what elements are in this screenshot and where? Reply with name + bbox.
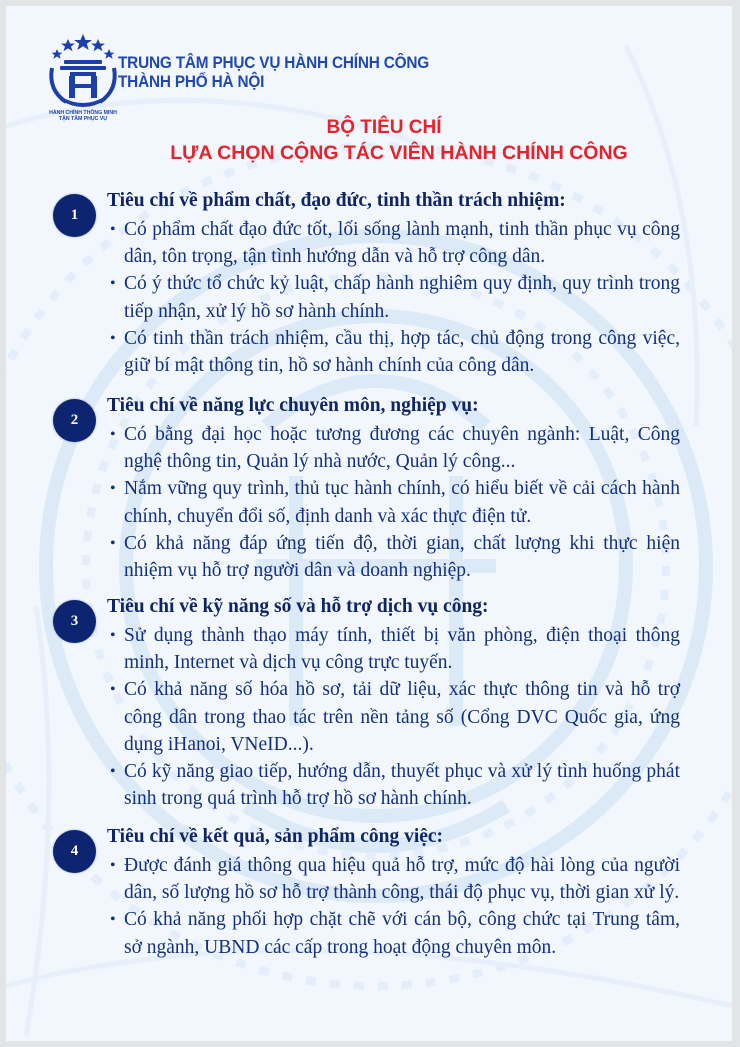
bullet-icon: • bbox=[110, 329, 116, 347]
list-item: • Nắm vững quy trình, thủ tục hành chính, có hiểu biết về cải cách hành chính, chuyển đổi số, định danh và xác thực điện tử. bbox=[124, 475, 680, 529]
criteria-list bbox=[110, 622, 680, 812]
hanoi-public-admin-logo-icon bbox=[40, 30, 126, 122]
page-title bbox=[6, 116, 732, 166]
list-item: • Có khả năng đáp ứng tiến độ, thời gian, chất lượng khi thực hiện nhiệm vụ hỗ trợ người dân và doanh nghiệp. bbox=[124, 530, 680, 584]
bullet-icon: • bbox=[110, 857, 116, 874]
bullet-icon: • bbox=[110, 627, 116, 644]
svg-text:HÀNH CHÍNH THÔNG MINH: HÀNH CHÍNH THÔNG MINH bbox=[49, 110, 117, 116]
section-title: Tiêu chí về kết quả, sản phẩm công việc: bbox=[107, 826, 444, 847]
criteria-list bbox=[110, 421, 680, 584]
list-item: • Có kỹ năng giao tiếp, hướng dẫn, thuyết phục và xử lý tình huống phát sinh trong quá trình hỗ trợ hồ sơ hành chính. bbox=[124, 758, 680, 812]
org-name-line-2: THÀNH PHỐ HÀ NỘI bbox=[118, 73, 265, 91]
list-item: • Sử dụng thành thạo máy tính, thiết bị văn phòng, điện thoại thông minh, Internet và dịch vụ công trực tuyến. bbox=[124, 622, 680, 676]
list-item: • Có bằng đại học hoặc tương đương các chuyên ngành: Luật, Công nghệ thông tin, Quản lý nhà nước, Quản lý công... bbox=[124, 421, 680, 475]
section-number-badge: 1 bbox=[53, 194, 96, 237]
bullet-icon: • bbox=[110, 763, 116, 781]
section-title: Tiêu chí về năng lực chuyên môn, nghiệp vụ: bbox=[107, 395, 479, 416]
bullet-icon: • bbox=[110, 221, 116, 238]
criteria-list bbox=[110, 216, 680, 379]
list-item: • Có ý thức tổ chức kỷ luật, chấp hành nghiêm quy định, quy trình trong tiếp nhận, xử lý hồ sơ hành chính. bbox=[124, 270, 680, 324]
bullet-icon: • bbox=[110, 275, 116, 293]
svg-text:TẬN TÂM PHỤC VỤ: TẬN TÂM PHỤC VỤ bbox=[58, 116, 108, 122]
title-line-1: BỘ TIÊU CHÍ bbox=[326, 117, 442, 138]
document-card bbox=[6, 6, 732, 1041]
list-item: • Có tinh thần trách nhiệm, cầu thị, hợp tác, chủ động trong công việc, giữ bí mật thông tin, hồ sơ hành chính của công dân. bbox=[124, 325, 680, 379]
section-number-badge: 2 bbox=[53, 399, 96, 442]
section-title: Tiêu chí về kỹ năng số và hỗ trợ dịch vụ công: bbox=[107, 596, 489, 617]
list-item: • Được đánh giá thông qua hiệu quả hỗ trợ, mức độ hài lòng của người dân, số lượng hồ sơ hỗ trợ thành công, thái độ phục vụ, thời gian xử lý. bbox=[124, 852, 680, 906]
section-number-badge: 4 bbox=[53, 830, 96, 873]
section-title: Tiêu chí về phẩm chất, đạo đức, tinh thần trách nhiệm: bbox=[107, 190, 566, 211]
list-item: • Có phẩm chất đạo đức tốt, lối sống lành mạnh, tinh thần phục vụ công dân, tôn trọng, tận tình hướng dẫn và hỗ trợ công dân. bbox=[124, 216, 680, 270]
list-item: • Có khả năng số hóa hồ sơ, tải dữ liệu, xác thực thông tin và hỗ trợ công dân trong thao tác trên nền tảng số (Cổng DVC Quốc gia, ứng dụng iHanoi, VNeID...). bbox=[124, 676, 680, 758]
bullet-icon: • bbox=[110, 911, 116, 929]
criteria-list bbox=[110, 852, 680, 961]
bullet-icon: • bbox=[110, 534, 116, 552]
section-number-badge: 3 bbox=[53, 600, 96, 643]
header bbox=[40, 30, 460, 122]
bullet-icon: • bbox=[110, 681, 116, 699]
title-line-2: LỰA CHỌN CỘNG TÁC VIÊN HÀNH CHÍNH CÔNG bbox=[170, 142, 628, 164]
bullet-icon: • bbox=[110, 480, 116, 498]
org-name-line-1: TRUNG TÂM PHỤC VỤ HÀNH CHÍNH CÔNG bbox=[118, 54, 429, 72]
list-item: • Có khả năng phối hợp chặt chẽ với cán bộ, công chức tại Trung tâm, sở ngành, UBND các cấp trong hoạt động chuyên môn. bbox=[124, 906, 680, 960]
organization-name bbox=[118, 54, 429, 92]
bullet-icon: • bbox=[110, 426, 116, 443]
